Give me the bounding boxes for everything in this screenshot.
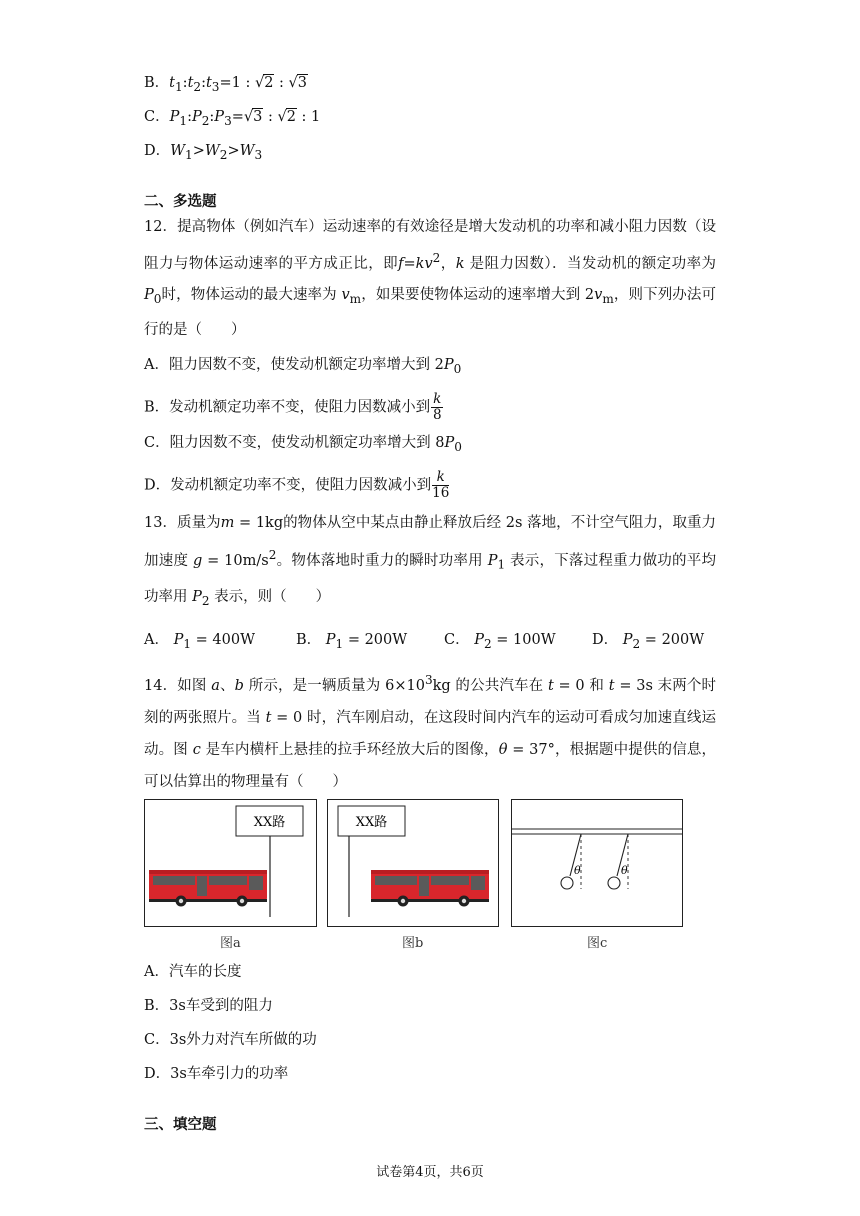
q14-option-d: D．3s车牵引力的功率	[144, 1066, 289, 1082]
theta-label: θ	[621, 864, 628, 877]
road-sign-text: XX路	[355, 815, 388, 830]
section-title: 三、填空题	[144, 1116, 217, 1133]
q14-option-a: A．汽车的长度	[144, 964, 242, 980]
prev-option-c: C．$P_1:P_2:P_3=√3$ : √2 : 1	[144, 109, 321, 128]
q12-option-c: C．阻力因数不变，使发动机额定功率增大到 $8P_0$	[144, 435, 462, 454]
option-label: D．	[144, 143, 171, 159]
q14-option-b: B．3s车受到的阻力	[144, 998, 273, 1014]
q14-option-c: C．3s外力对汽车所做的功	[144, 1032, 317, 1048]
option-label: C．	[144, 109, 170, 125]
q13-option-c: C． $P_2 = 100W$	[444, 632, 556, 651]
fraction: $\frac{k}{8}$	[432, 391, 442, 423]
q12-option-a: A．阻力因数不变，使发动机额定功率增大到 $2P_0$	[144, 357, 462, 376]
question-number: 12．	[144, 219, 178, 235]
q12-option-b: B．发动机额定功率不变，使阻力因数减小到 $\frac{k}{8}$	[144, 391, 442, 423]
prev-option-d: D．$W_1>W_2>W_3$	[144, 143, 263, 162]
caption-c: 图c	[587, 936, 608, 951]
page-footer: 试卷第4页，共6页	[376, 1165, 484, 1180]
prev-option-b: B．$t_1:t_2:t_3=1$ : √2 : √3	[144, 75, 308, 94]
question-13-stem: 13．质量为m = 1kg的物体从空中某点由静止释放后经 2s 落地，不计空气阻力，取重力加速度 $g = 10m/s^2$。物体落地时重力的瞬时功率用 $P_1$ 表示，下落过程重力做功的平均功率用 $P_2$ 表示，则（ ）	[144, 515, 717, 608]
question-14-stem: 14．如图 a、b 所示，是一辆质量为 $6\times 10^3kg$ 的公共汽车在 t = 0 和 t = 3s 末两个时刻的两张照片。当 t = 0 时，汽车刚启动，在这段时间内汽车的运动可看成匀加速直线运动。图 c 是车内横杆上悬挂的拉手环经放大后的图像，θ = 37°，根据题中提供的信息，可以估算出的物理量有（ ）	[144, 673, 717, 790]
caption-a: 图a	[220, 936, 241, 951]
q13-option-a: A． $P_1 = 400W$	[144, 632, 255, 651]
question-12-stem: 12．提高物体（例如汽车）运动速率的有效途径是增大发动机的功率和减小阻力因数（设阻力与物体运动速率的平方成正比，即$f=kv^2$，k 是阻力因数）．当发动机的额定功率为$P_0$时，物体运动的最大速率为 $v_m$，如果要使物体运动的速率增大到 $2v_m$，则下列办法可行的是（ ）	[144, 219, 717, 338]
q13-option-d: D． $P_2 = 200W$	[592, 632, 705, 651]
road-sign-text: XX路	[253, 815, 286, 830]
figure-b	[327, 799, 499, 927]
bus-icon	[371, 870, 489, 907]
figure-a	[144, 799, 317, 927]
q12-option-d: D．发动机额定功率不变，使阻力因数减小到 $\frac{k}{16}$	[144, 469, 450, 501]
fraction: $\frac{k}{16}$	[432, 469, 450, 501]
q13-option-b: B． $P_1 = 200W$	[296, 632, 408, 651]
question-number: 13．	[144, 515, 178, 531]
caption-b: 图b	[402, 936, 424, 951]
section-title: 二、多选题	[144, 193, 217, 210]
bus-icon	[149, 870, 267, 907]
option-label: B．	[144, 75, 170, 91]
figure-c	[511, 799, 683, 927]
question-number: 14．	[144, 677, 178, 694]
theta-label: θ	[574, 864, 581, 877]
